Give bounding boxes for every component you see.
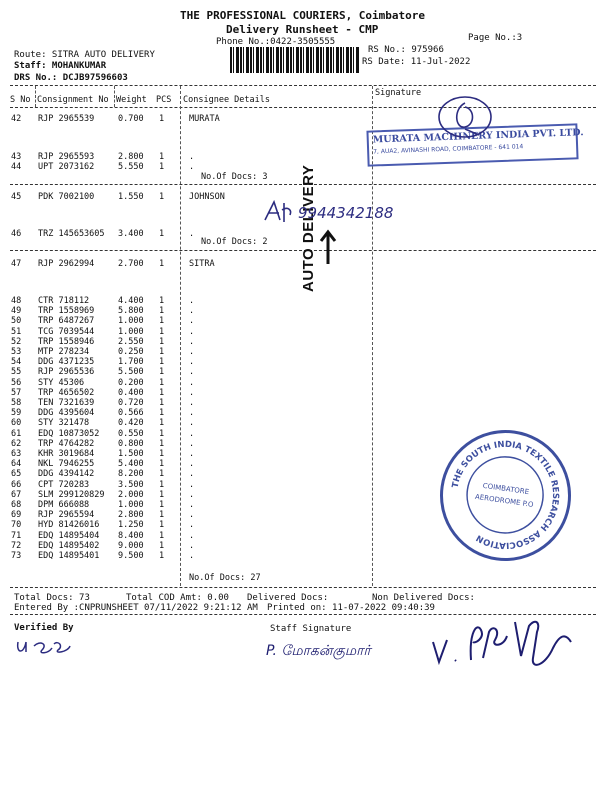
printed-on: Printed on: 11-07-2022 09:40:39 [267,603,435,613]
col-consignment: Consignment No [37,95,109,105]
auto-delivery-stamp: AUTO DELIVERY [300,164,317,292]
row-pcs: 1 [159,530,165,541]
row-pcs: 1 [159,459,165,470]
row-pcs: 1 [159,489,165,500]
row-consignment: DDG 4395604 [38,408,95,419]
staff-signature-label: Staff Signature [270,624,352,634]
row-consignee: . [189,347,195,357]
row-sno: 73 [11,551,22,561]
row-consignment: TRP 6487267 [38,316,95,327]
row-consignment: TRP 1558969 [38,306,95,317]
row-pcs: 1 [159,316,165,327]
rs-number: RS No.: 975966 [368,45,444,55]
row-weight: 3.500 [118,479,144,490]
row-sno: 56 [11,377,22,388]
row-consignee: . [189,530,195,541]
row-weight: 0.566 [118,408,144,419]
row-sno: 54 [11,357,22,368]
row-sno: 71 [11,530,22,541]
phone-number: Phone No.:0422-3505555 [216,37,336,47]
row-sno: 63 [11,449,22,459]
row-consignee: . [189,459,195,470]
row-sno: 52 [11,336,22,347]
row-consignment: TRP 4656502 [38,387,95,398]
handwritten-phone [262,198,412,228]
row-pcs: 1 [159,296,165,306]
header-rule-bottom [10,107,596,108]
row-consignee: . [189,306,195,317]
document-title: Delivery Runsheet - CMP [226,23,379,36]
row-sno: 42 [11,114,22,124]
company-name: THE PROFESSIONAL COURIERS, Coimbatore [180,9,426,22]
row-sno: 59 [11,408,22,419]
row-consignee: . [189,296,195,306]
row-sno: 49 [11,306,22,317]
sitra-doc-count: No.Of Docs: 27 [189,573,261,583]
row-consignee: . [189,377,195,388]
row-consignee: . [189,428,195,439]
phone-digits: 9944342188 [298,204,394,222]
row-weight: 0.550 [118,428,144,439]
row-consignment: RJP 2962994 [38,259,95,269]
table-row [0,389,600,398]
row-pcs: 1 [159,469,165,480]
row-sno: 60 [11,418,22,429]
row-sno: 53 [11,347,22,357]
row-pcs: 1 [159,551,165,561]
row-consignment: EDQ 14895401 [38,551,100,561]
row-sno: 43 [11,152,22,162]
row-consignment: MTP 278234 [38,347,90,357]
row-weight: 0.200 [118,377,144,388]
row-sno: 48 [11,296,22,306]
row-consignment: RJP 2965594 [38,510,95,521]
row-consignment: CTR 718112 [38,296,90,306]
row-consignee: . [189,489,195,500]
col-signature: Signature [375,88,422,98]
row-consignment: TRZ 145653605 [38,229,105,239]
round-stamp-text [435,425,576,566]
row-weight: 0.700 [118,114,144,124]
row-consignee: . [189,438,195,449]
table-row [0,358,600,367]
col-sno: S No [10,95,31,105]
row-sno: 68 [11,500,22,510]
delivered-docs: Delivered Docs: [247,593,329,603]
col-divider [114,86,115,107]
row-consignee: . [189,469,195,480]
row-consignee: . [189,540,195,551]
row-pcs: 1 [159,479,165,490]
row-sno: 69 [11,510,22,521]
staff-signature [425,612,595,672]
table-row [0,115,600,124]
barcode [230,47,360,73]
row-consignment: TRP 1558946 [38,336,95,347]
row-pcs: 1 [159,500,165,510]
row-consignment: HYD 81426016 [38,520,100,531]
row-consignment: TRP 4764282 [38,438,95,449]
row-weight: 0.800 [118,438,144,449]
drs-number: DRS No.: DCJB97596603 [14,73,128,83]
row-sno: 66 [11,479,22,490]
row-weight: 1.000 [118,316,144,327]
row-sno: 72 [11,540,22,551]
row-consignee: . [189,162,195,172]
row-consignment: STY 45306 [38,377,85,388]
row-pcs: 1 [159,114,165,124]
total-cod: Total COD Amt: 0.00 [126,593,229,603]
row-pcs: 1 [159,259,165,269]
row-weight: 1.500 [118,449,144,459]
table-row [0,348,600,357]
row-pcs: 1 [159,326,165,337]
row-weight: 5.400 [118,459,144,470]
table-row [0,409,600,418]
row-consignee: . [189,316,195,327]
row-consignee: . [189,229,195,239]
row-pcs: 1 [159,510,165,521]
entered-by: Entered By :CNPRUNSHEET 07/11/2022 9:21:12 AM [14,603,258,613]
col-consignee: Consignee Details [183,95,270,105]
row-weight: 2.800 [118,152,144,162]
murata-stamp-line2: 7, AUA2, AVINASHI ROAD, COIMBATORE - 641 014 [373,143,524,156]
row-pcs: 1 [159,306,165,317]
murata-signature [435,95,495,141]
col-weight: Weight [116,95,147,105]
row-consignee: . [189,336,195,347]
row-pcs: 1 [159,347,165,357]
non-delivered-docs: Non Delivered Docs: [372,593,475,603]
row-weight: 0.420 [118,418,144,429]
row-sno: 50 [11,316,22,327]
row-consignment: DDG 4371235 [38,357,95,368]
row-consignee: MURATA [189,114,220,124]
row-weight: 2.700 [118,259,144,269]
row-weight: 1.550 [118,192,144,202]
table-row [0,307,600,316]
row-pcs: 1 [159,367,165,378]
verified-signature [14,636,74,660]
row-sno: 51 [11,326,22,337]
row-sno: 67 [11,489,22,500]
svg-text:THE SOUTH INDIA TEXTILE RESEAR [443,433,567,557]
row-consignee: . [189,357,195,368]
row-sno: 44 [11,162,22,172]
round-stamp-inner1: COIMBATORE [482,481,530,497]
row-sno: 70 [11,520,22,531]
total-docs: Total Docs: 73 [14,593,90,603]
row-pcs: 1 [159,162,165,172]
row-weight: 5.500 [118,367,144,378]
row-consignment: UPT 2073162 [38,162,95,172]
row-consignment: TEN 7321639 [38,398,95,408]
table-row [0,338,600,347]
table-row [0,419,600,428]
row-consignment: DDG 4394142 [38,469,95,480]
row-consignee: . [189,520,195,531]
row-pcs: 1 [159,449,165,459]
row-sno: 58 [11,398,22,408]
row-consignee: . [189,367,195,378]
row-pcs: 1 [159,357,165,368]
row-sno: 46 [11,229,22,239]
row-consignee: . [189,500,195,510]
row-sno: 47 [11,259,22,269]
murata-stamp-line1: MURATA MACHINERY INDIA PVT. LTD. [372,127,584,146]
rs-date: RS Date: 11-Jul-2022 [362,57,471,67]
row-weight: 3.400 [118,229,144,239]
row-consignee: SITRA [189,259,215,269]
table-row [0,368,600,377]
row-pcs: 1 [159,387,165,398]
table-row [0,317,600,326]
footer-rule [10,587,596,588]
row-consignee: JOHNSON [189,192,225,202]
row-pcs: 1 [159,336,165,347]
row-weight: 2.550 [118,336,144,347]
row-consignee: . [189,510,195,521]
row-consignee: . [189,387,195,398]
round-stamp-outer-text: THE SOUTH INDIA TEXTILE RESEARCH ASSOCIATION [450,439,561,551]
page-number: Page No.:3 [468,33,523,43]
row-pcs: 1 [159,438,165,449]
arrow-icon [318,228,338,266]
row-weight: 8.400 [118,530,144,541]
row-weight: 2.000 [118,489,144,500]
row-consignee: . [189,551,195,561]
row-consignment: PDK 7002100 [38,192,95,202]
murata-doc-count: No.Of Docs: 3 [201,172,268,182]
row-sno: 65 [11,469,22,480]
row-pcs: 1 [159,520,165,531]
row-consignment: DPM 666088 [38,500,90,510]
row-pcs: 1 [159,428,165,439]
staff-handwritten-name: P. மோகன்குமார் [266,643,371,659]
row-sno: 64 [11,459,22,470]
header-rule-top [10,85,596,86]
row-pcs: 1 [159,152,165,162]
row-pcs: 1 [159,377,165,388]
row-consignment: EDQ 14895404 [38,530,100,541]
row-sno: 55 [11,367,22,378]
row-pcs: 1 [159,418,165,429]
row-pcs: 1 [159,398,165,408]
row-consignment: RJP 2965593 [38,152,95,162]
table-row [0,379,600,388]
round-stamp-inner2: AERODROME P.O [474,492,534,509]
row-weight: 1.000 [118,500,144,510]
row-consignee: . [189,326,195,337]
row-weight: 0.720 [118,398,144,408]
row-pcs: 1 [159,229,165,239]
row-consignee: . [189,398,195,408]
row-consignee: . [189,152,195,162]
row-consignment: KHR 3019684 [38,449,95,459]
row-consignment: EDQ 14895402 [38,540,100,551]
row-consignment: EDQ 10873052 [38,428,100,439]
row-weight: 9.500 [118,551,144,561]
row-consignee: . [189,479,195,490]
row-consignment: TCG 7039544 [38,326,95,337]
row-consignee: . [189,408,195,419]
row-consignment: RJP 2965539 [38,114,95,124]
row-sno: 45 [11,192,22,202]
row-consignment: RJP 2965536 [38,367,95,378]
row-consignment: STY 321478 [38,418,90,429]
staff-name: Staff: MOHANKUMAR [14,61,107,71]
row-consignee: . [189,418,195,429]
row-weight: 5.550 [118,162,144,172]
row-weight: 4.400 [118,296,144,306]
row-weight: 1.700 [118,357,144,368]
table-row [0,297,600,306]
row-pcs: 1 [159,192,165,202]
row-weight: 0.400 [118,387,144,398]
row-weight: 1.250 [118,520,144,531]
row-consignment: CPT 720283 [38,479,90,490]
col-pcs: PCS [156,95,172,105]
col-divider [35,86,36,107]
table-row [0,328,600,337]
johnson-doc-count: No.Of Docs: 2 [201,237,268,247]
row-weight: 0.250 [118,347,144,357]
row-weight: 1.000 [118,326,144,337]
row-weight: 5.800 [118,306,144,317]
row-consignment: NKL 7946255 [38,459,95,470]
row-weight: 9.000 [118,540,144,551]
row-pcs: 1 [159,408,165,419]
sitra-round-stamp [432,422,580,570]
row-consignment: SLM 299120829 [38,489,105,500]
row-sno: 61 [11,428,22,439]
row-sno: 57 [11,387,22,398]
row-consignee: . [189,449,195,459]
row-weight: 8.200 [118,469,144,480]
table-row [0,399,600,408]
row-pcs: 1 [159,540,165,551]
row-sno: 62 [11,438,22,449]
route: Route: SITRA AUTO DELIVERY [14,50,155,60]
row-weight: 2.800 [118,510,144,521]
verified-by-label: Verified By [14,623,74,633]
